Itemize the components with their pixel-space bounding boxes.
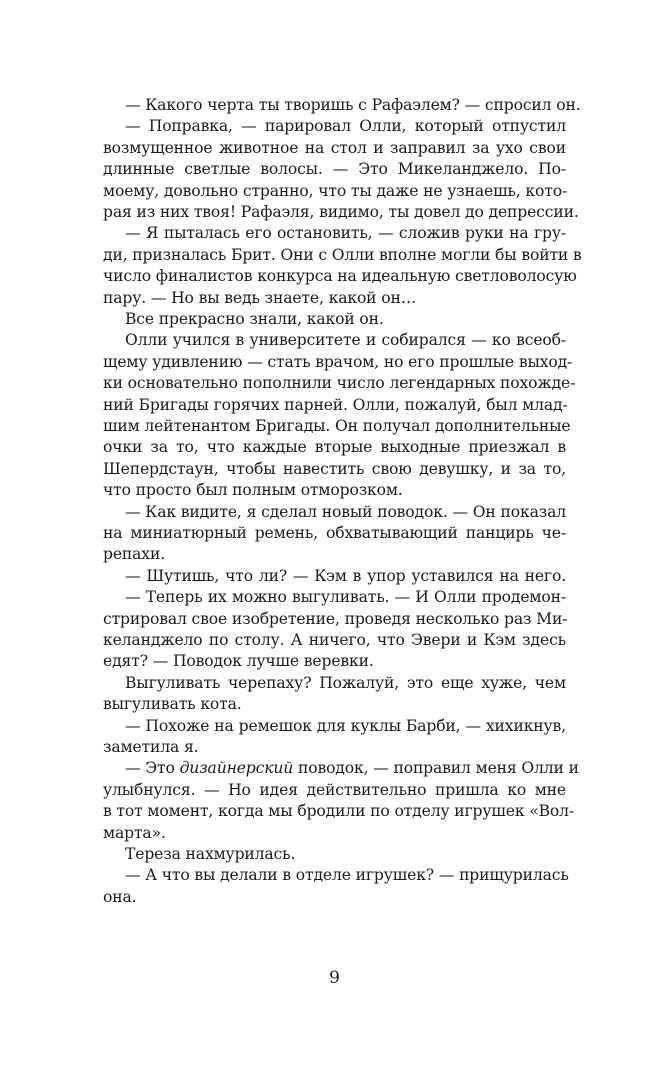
text-line: Шепердстаун, чтобы навестить свою девушку, и за то, — [103, 459, 566, 478]
text-line: выгуливать кота. — [103, 695, 242, 714]
text-line: она. — [103, 887, 137, 906]
text-line: — Поправка, — парировал Олли, который отпустил — [125, 117, 566, 136]
text-line — [125, 758, 579, 779]
text-line: заметила я. — [103, 738, 199, 756]
text-line: Олли учился в университете и собирался — ко всеоб- — [125, 331, 566, 350]
text-line: стрировал свое изобретение, проведя несколько раз Ми- — [103, 609, 568, 628]
text-line: улыбнулся. — Но идея действительно пришла ко мне — [103, 780, 566, 799]
text-line: — Я пыталась его остановить, — сложив руки на гру- — [125, 224, 566, 243]
text-line: едят? — Поводок лучше веревки. — [103, 652, 374, 671]
text-line: длинные светлые волосы. — Это Микеланджело. По- — [103, 160, 566, 179]
italic-word: дизайнерский — [179, 759, 294, 778]
text-line: — А что вы делали в отделе игрушек? — прищурилась — [125, 866, 569, 885]
text-line: ди, призналась Брит. Они с Олли вполне могли бы войти в — [103, 245, 582, 264]
text-segment: — Это — [125, 759, 180, 778]
text-line: — Шутишь, что ли? — Кэм в упор уставился на него. — [125, 566, 566, 585]
text-segment: поводок, — поправил меня Олли и — [293, 759, 579, 778]
text-line: возмущенное животное на стол и заправил за ухо свои — [103, 138, 566, 157]
text-line: что просто был полным отморозком. — [103, 481, 403, 500]
text-line: пару. — Но вы ведь знаете, какой он… — [103, 288, 417, 307]
text-line: ки основательно пополнили число легендарных похожде- — [103, 374, 576, 393]
text-line: на миниатюрный ремень, обхватывающий панцирь че- — [103, 524, 566, 542]
text-line: шим лейтенантом Бригады. Он получал дополнительные — [103, 417, 571, 435]
text-line: — Какого черта ты творишь с Рафаэлем? — спросил он. — [125, 96, 581, 114]
text-line: Тереза нахмурилась. — [125, 845, 296, 863]
page-number: 9 — [329, 968, 340, 988]
text-line: моему, довольно странно, что ты даже не узнаешь, кото- — [103, 181, 568, 200]
text-line: — Похоже на ремешок для куклы Барби, — хихикнув, — [125, 716, 566, 735]
text-line: очки за то, что каждые вторые выходные приезжал в — [103, 438, 566, 457]
text-line: марта». — [103, 823, 166, 842]
text-line: Все прекрасно знали, какой он. — [125, 310, 384, 328]
text-line: — Как видите, я сделал новый поводок. — Он показал — [125, 502, 566, 521]
text-line: репахи. — [103, 545, 165, 564]
text-line: — Теперь их можно выгуливать. — И Олли продемон- — [125, 588, 566, 607]
text-line: рая из них твоя! Рафаэля, видимо, ты довел до депрессии. — [103, 203, 579, 221]
text-line: ний Бригады горячих парней. Олли, пожалуй, был млад- — [103, 395, 568, 414]
text-line: число финалистов конкурса на идеальную светловолосую — [103, 267, 577, 286]
text-line: щему удивлению — стать врачом, но его прошлые выход- — [103, 352, 573, 371]
text-line: Выгуливать черепаху? Пожалуй, это еще хуже, чем — [125, 673, 566, 692]
text-line: в тот момент, когда мы бродили по отделу игрушек «Вол- — [103, 802, 575, 821]
text-line: келанджело по столу. А ничего, что Эвери и Кэм здесь — [103, 631, 566, 649]
